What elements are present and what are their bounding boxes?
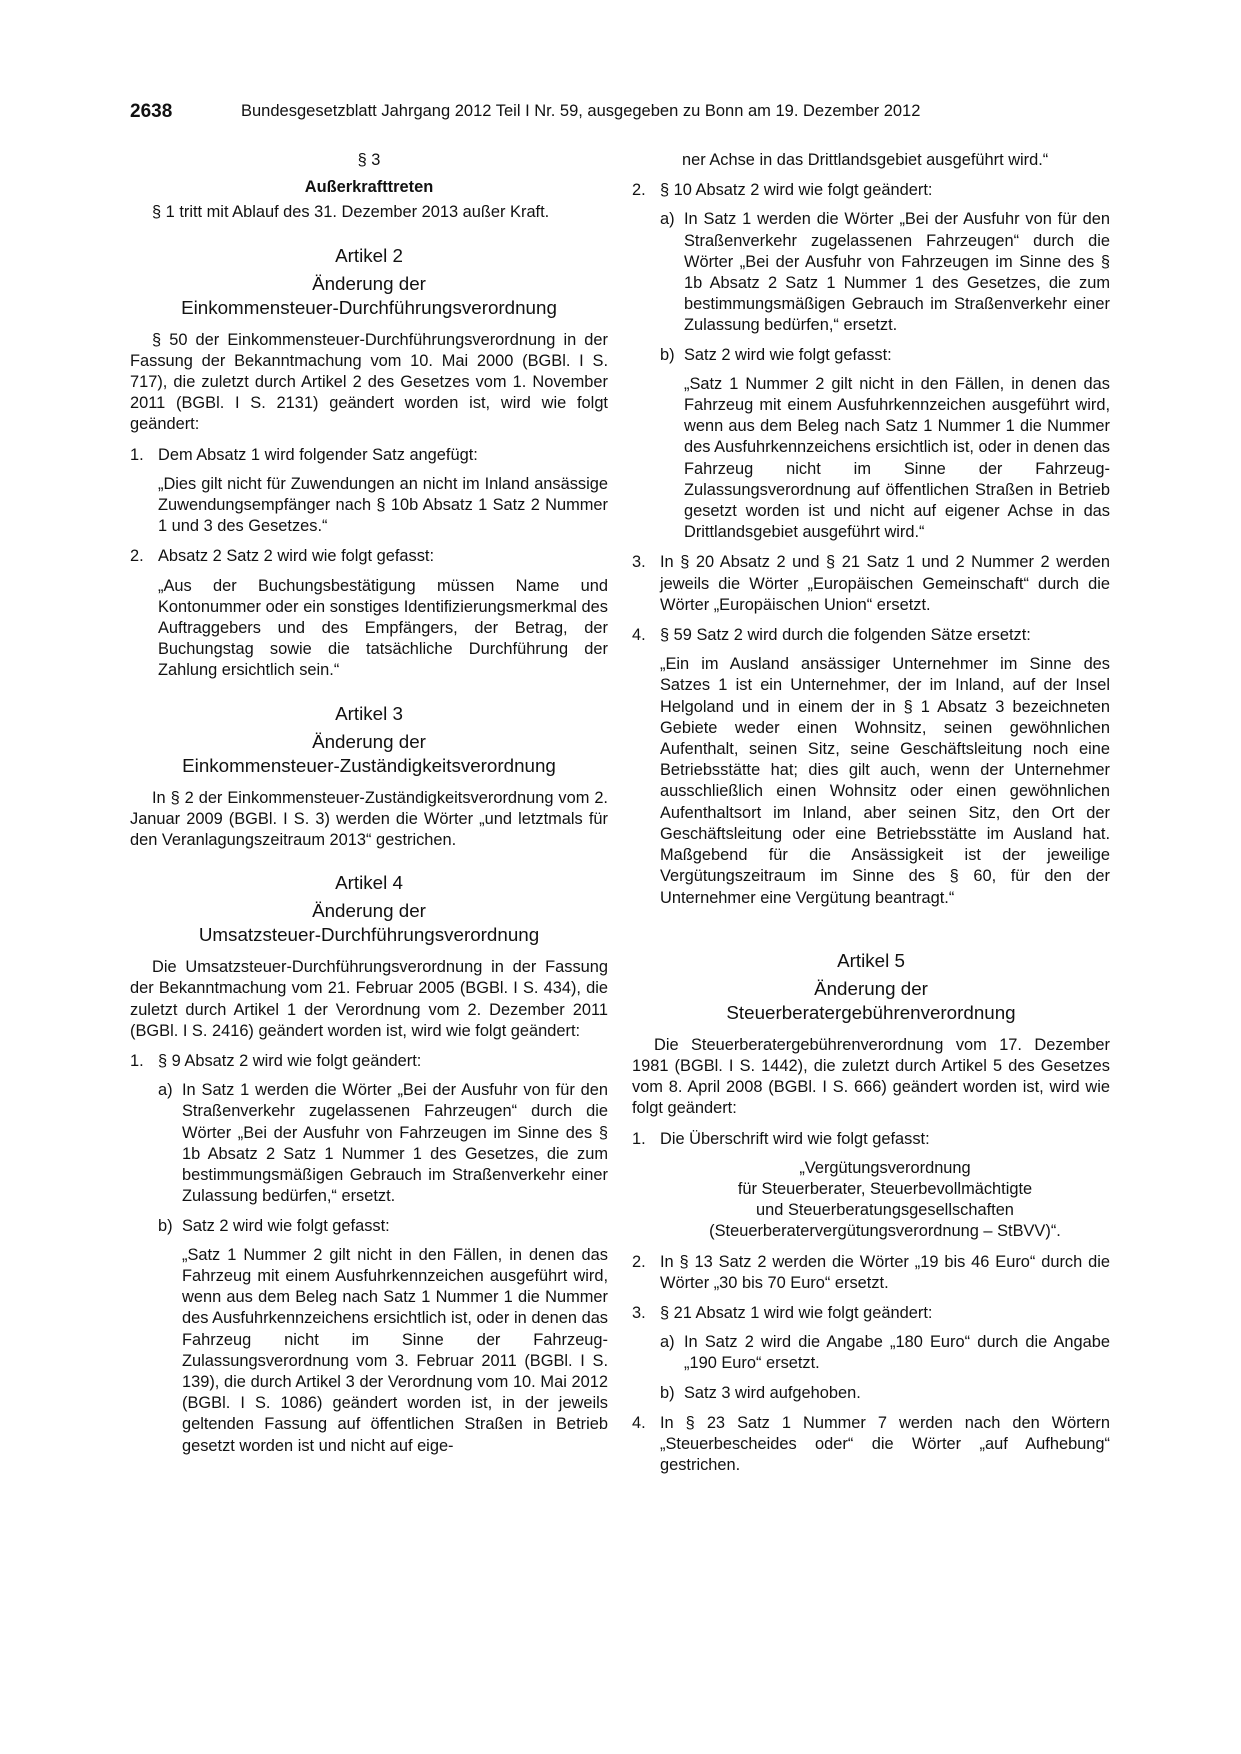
article-subtitle [130,730,608,778]
item-text: In § 23 Satz 1 Nummer 7 werden nach den Wörtern „Steuerbescheides oder“ die Wörter „auf Aufhebung“ gestrichen. [660,1413,1110,1475]
sub-item [158,1080,608,1207]
paragraph: Die Umsatzsteuer-Durchführungsverordnung in der Fassung der Bekanntmachung vom 21. Februar 2005 (BGBl. I S. 434), die zuletzt durch Artikel 1 der Verordnung vom 2. Dezember 2011 (BGBl. I S. 2416) geändert worden ist, wird wie folgt geändert: [130,958,608,1040]
sub-item [158,1216,608,1457]
item-number: 4. [632,626,646,645]
sub-item [660,345,1110,544]
item-number: 2. [632,181,646,200]
subtitle-line: Einkommensteuer-Zuständigkeitsverordnung [182,754,556,776]
item-text: § 21 Absatz 1 wird wie folgt geändert: [660,1303,933,1322]
quoted-text: „Satz 1 Nummer 2 gilt nicht in den Fällen, in denen das Fahrzeug mit einem Ausfuhrkennzeichen ausgeführt wird, wenn aus dem Beleg nach Satz 1 Nummer 1 die Nummer des Ausfuhrkennzeichens ersichtlich ist, oder in denen das Fahrzeug nicht im Sinne der Fahrzeug-Zulassungsverordnung vom 3. Februar 2011 (BGBl. I S. 139), die durch Artikel 3 der Verordnung vom 10. Mai 2012 (BGBl. I S. 1086) geändert worden ist, in der jeweils geltenden Fassung auf öffentlichen Straßen in Betrieb gesetzt worden ist und nicht auf eige- [182,1245,608,1455]
sub-item-text: In Satz 1 werden die Wörter „Bei der Ausfuhr von für den Straßenverkehr zugelassenen Fahrzeugen“ durch die Wörter „Bei der Ausfuhr von Fahrzeugen im Sinne des § 1b Absatz 2 Satz 1 Nummer 1 des Gesetzes, die zum bestimmungsmäßigen Gebrauch im Straßenverkehr einer Zulassung bedürfen,“ ersetzt. [684,210,1110,335]
sub-item-text: Satz 2 wird wie folgt gefasst: [182,1216,390,1235]
subtitle-line: Steuerberatergebührenverordnung [726,1001,1016,1023]
quoted-text-continued: ner Achse in das Drittlandsgebiet ausgeführt wird.“ [682,151,1049,169]
sub-item-text: Satz 2 wird wie folgt gefasst: [684,345,892,364]
sub-item-text: In Satz 1 werden die Wörter „Bei der Ausfuhr von für den Straßenverkehr zugelassenen Fahrzeugen“ durch die Wörter „Bei der Ausfuhr von Fahrzeugen im Sinne des § 1b Absatz 2 Satz 1 Nummer 1 des Gesetzes, die zum bestimmungsmäßigen Gebrauch im Straßenverkehr einer Zulassung bedürfen,“ ersetzt. [182,1081,608,1206]
new-title-block [660,1158,1110,1243]
sub-item-letter: b) [660,1383,675,1402]
right-column [632,150,1110,1476]
article-subtitle [632,977,1110,1025]
page-number: 2638 [130,101,173,122]
paragraph: In § 2 der Einkommensteuer-Zuständigkeitsverordnung vom 2. Januar 2009 (BGBl. I S. 3) werden die Wörter „und letztmals für den Veranlagungszeitraum 2013“ gestrichen. [130,788,608,850]
sub-item-text: Satz 3 wird aufgehoben. [684,1383,861,1402]
sub-item [660,1383,1110,1404]
subtitle-line: Einkommensteuer-Durchführungsverordnung [181,296,557,318]
sub-item-letter: a) [660,210,675,229]
quoted-text: „Ein im Ausland ansässiger Unternehmer im Sinne des Satzes 1 ist ein Unternehmer, der im Inland, auf der Insel Helgoland und in einem der in § 1 Absatz 3 bezeichneten Gebiete weder einen Wohnsitz, seinen gewöhnlichen Aufenthalt, seinen Sitz, seine Geschäftsleitung noch eine Betriebsstätte hat; dies gilt auch, wenn der Unternehmer ausschließlich einen Wohnsitz oder einen gewöhnlichen Aufenthaltsort im Inland, aber seinen Sitz, den Ort der Geschäftsleitung oder eine Betriebsstätte im Ausland hat. Maßgebend für die Ansässigkeit ist der jeweilige Vergütungszeitraum im Sinne des § 60, für den der Unternehmer eine Vergütung beantragt.“ [660,655,1110,907]
quoted-text: „Dies gilt nicht für Zuwendungen an nicht im Inland ansässige Zuwendungsempfänger nach § 10b Absatz 1 Satz 2 Nummer 1 und 3 des Gesetzes.“ [158,474,608,536]
list-item [130,1051,608,1457]
list-item [130,445,608,538]
paragraph: § 1 tritt mit Ablauf des 31. Dezember 2013 außer Kraft. [152,203,550,222]
subtitle-line: Änderung der [814,977,928,999]
list-item [632,180,1110,543]
item-number: 3. [632,1303,646,1322]
item-text: Die Überschrift wird wie folgt gefasst: [660,1129,930,1148]
item-number: 1. [130,445,144,464]
list-item [632,1303,1110,1404]
item-number: 1. [130,1052,144,1071]
page-header [130,101,1010,127]
sub-item-text: In Satz 2 wird die Angabe „180 Euro“ durch die Angabe „190 Euro“ ersetzt. [684,1333,1110,1373]
sub-item-letter: b) [660,345,675,364]
section-number: § 3 [357,151,381,169]
subtitle-line: Umsatzsteuer-Durchführungsverordnung [198,924,540,946]
item-text: § 9 Absatz 2 wird wie folgt geändert: [158,1052,422,1071]
subtitle-line: Änderung der [312,730,426,752]
item-text: § 59 Satz 2 wird durch die folgenden Sätze ersetzt: [660,626,1031,645]
list-item [632,1252,1110,1294]
title-line: für Steuerberater, Steuerbevollmächtigte [737,1179,1033,1198]
article-heading: Artikel 4 [335,872,403,894]
list-item [632,1129,1110,1150]
item-number: 4. [632,1413,646,1432]
list-item [632,1413,1110,1477]
article-heading: Artikel 5 [837,949,905,971]
sub-item-letter: b) [158,1216,173,1235]
running-title: Bundesgesetzblatt Jahrgang 2012 Teil I Nr. 59, ausgegeben zu Bonn am 19. Dezember 2012 [241,102,921,120]
subtitle-line: Änderung der [312,272,426,294]
item-text: In § 20 Absatz 2 und § 21 Satz 1 und 2 Nummer 2 werden jeweils die Wörter „Europäischen Gemeinschaft“ durch die Wörter „Europäischen Union“ ersetzt. [660,553,1110,614]
list-item [632,552,1110,616]
item-text: Absatz 2 Satz 2 wird wie folgt gefasst: [158,547,435,566]
title-line: und Steuerberatungsgesellschaften [756,1201,1014,1220]
item-text: § 10 Absatz 2 wird wie folgt geändert: [660,181,933,200]
section-title: Außerkrafttreten [304,178,434,197]
left-column [130,150,608,1457]
quoted-text: „Aus der Buchungsbestätigung müssen Name und Kontonummer oder ein sonstiges Identifizierungsmerkmal des Auftraggebers und des Empfängers, der Betrag, der Buchungstag sowie die tatsächliche Durchführung der Zahlung ersichtlich sein.“ [158,576,608,680]
article-heading: Artikel 3 [335,702,403,724]
sub-item [660,1332,1110,1374]
quoted-text: „Satz 1 Nummer 2 gilt nicht in den Fällen, in denen das Fahrzeug mit einem Ausfuhrkennzeichen ausgeführt wird, wenn aus dem Beleg nach Satz 1 Nummer 1 die Nummer des Ausfuhrkennzeichens ersichtlich ist, oder in denen das Fahrzeug nicht im Sinne der Fahrzeug-Zulassungsverordnung auf öffentlichen Straßen in Betrieb gesetzt worden ist und nicht auf eigener Achse in das Drittlandsgebiet ausgeführt wird.“ [684,374,1110,542]
article-heading: Artikel 2 [335,244,403,266]
item-number: 2. [632,1252,646,1271]
paragraph: § 50 der Einkommensteuer-Durchführungsverordnung in der Fassung der Bekanntmachung vom 10. Mai 2000 (BGBl. I S. 717), die zuletzt durch Artikel 2 des Gesetzes vom 1. November 2011 (BGBl. I S. 2131) geändert worden ist, wird wie folgt geändert: [130,330,608,434]
item-number: 3. [632,553,646,572]
list-item [130,546,608,681]
item-text: Dem Absatz 1 wird folgender Satz angefügt: [158,445,478,464]
sub-item [660,209,1110,336]
item-text: In § 13 Satz 2 werden die Wörter „19 bis 46 Euro“ durch die Wörter „30 bis 70 Euro“ ersetzt. [660,1252,1110,1292]
title-line: „Vergütungsverordnung [799,1158,971,1177]
subtitle-line: Änderung der [312,900,426,922]
paragraph: Die Steuerberatergebührenverordnung vom 17. Dezember 1981 (BGBl. I S. 1442), die zuletzt durch Artikel 5 des Gesetzes vom 8. April 2008 (BGBl. I S. 666) geändert worden ist, wird wie folgt geändert: [632,1035,1110,1118]
sub-item-letter: a) [158,1081,173,1100]
list-item [632,625,1110,909]
sub-item-letter: a) [660,1333,675,1352]
title-line: (Steuerberatervergütungsverordnung – StBVV)“. [709,1222,1061,1241]
item-number: 1. [632,1129,646,1148]
article-subtitle [130,899,608,947]
article-subtitle [130,272,608,320]
item-number: 2. [130,547,144,566]
